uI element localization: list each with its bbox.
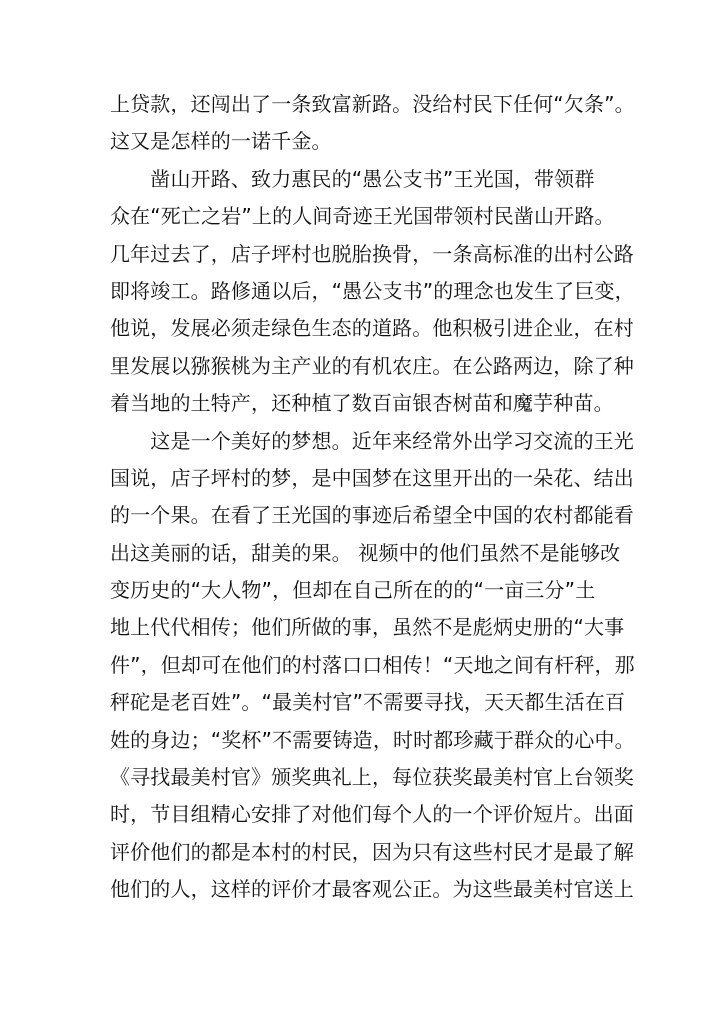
text-line: 这是一个美好的梦想。近年来经常外出学习交流的王光 xyxy=(110,428,634,453)
text-line: 几年过去了，店子坪村也脱胎换骨，一条高标准的出村公路 xyxy=(110,241,634,266)
text-line: 变历史的“大人物”，但却在自己所在的的“一亩三分”土 xyxy=(110,578,596,603)
text-line: 的一个果。在看了王光国的事迹后希望全中国的农村都能看 xyxy=(110,503,634,528)
article-body xyxy=(110,86,635,909)
text-line: 时，节目组精心安排了对他们每个人的一个评价短片。出面 xyxy=(110,802,634,827)
text-line: 他们的人，这样的评价才最客观公正。为这些最美村官送上 xyxy=(110,877,634,902)
text-line: 这又是怎样的一诺千金。 xyxy=(110,129,332,154)
text-line: 姓的身边；“奖杯”不需要铸造，时时都珍藏于群众的心中。 xyxy=(110,727,635,752)
text-line: 他说，发展必须走绿色生态的道路。他积极引进企业，在村 xyxy=(110,316,634,341)
text-line: 《寻找最美村官》颁奖典礼上，每位获奖最美村官上台领奖 xyxy=(110,765,634,790)
text-line: 里发展以猕猴桃为主产业的有机农庄。在公路两边，除了种 xyxy=(110,353,634,378)
text-line: 地上代代相传；他们所做的事，虽然不是彪炳史册的“大事 xyxy=(110,615,625,640)
text-line: 着当地的土特产，还种植了数百亩银杏树苗和魔芋种苗。 xyxy=(110,391,614,416)
text-line: 众在“死亡之岩”上的人间奇迹王光国带领村民凿山开路。 xyxy=(110,204,615,229)
text-line: 国说，店子坪村的梦，是中国梦在这里开出的一朵花、结出 xyxy=(110,465,634,490)
text-line: 出这美丽的话，甜美的果。 视频中的他们虽然不是能够改 xyxy=(110,540,621,565)
text-line: 秤砣是老百姓”。“最美村官”不需要寻找，天天都生活在百 xyxy=(110,690,626,715)
text-line: 凿山开路、致力惠民的“愚公支书”王光国，带领群 xyxy=(110,166,595,191)
text-line: 评价他们的都是本村的村民，因为只有这些村民才是最了解 xyxy=(110,839,634,864)
text-line: 件”，但却可在他们的村落口口相传！“天地之间有杆秤，那 xyxy=(110,652,635,677)
text-line: 即将竣工。路修通以后，“愚公支书”的理念也发生了巨变， xyxy=(110,278,635,303)
text-line: 上贷款，还闯出了一条致富新路。没给村民下任何“欠条”。 xyxy=(110,92,635,116)
